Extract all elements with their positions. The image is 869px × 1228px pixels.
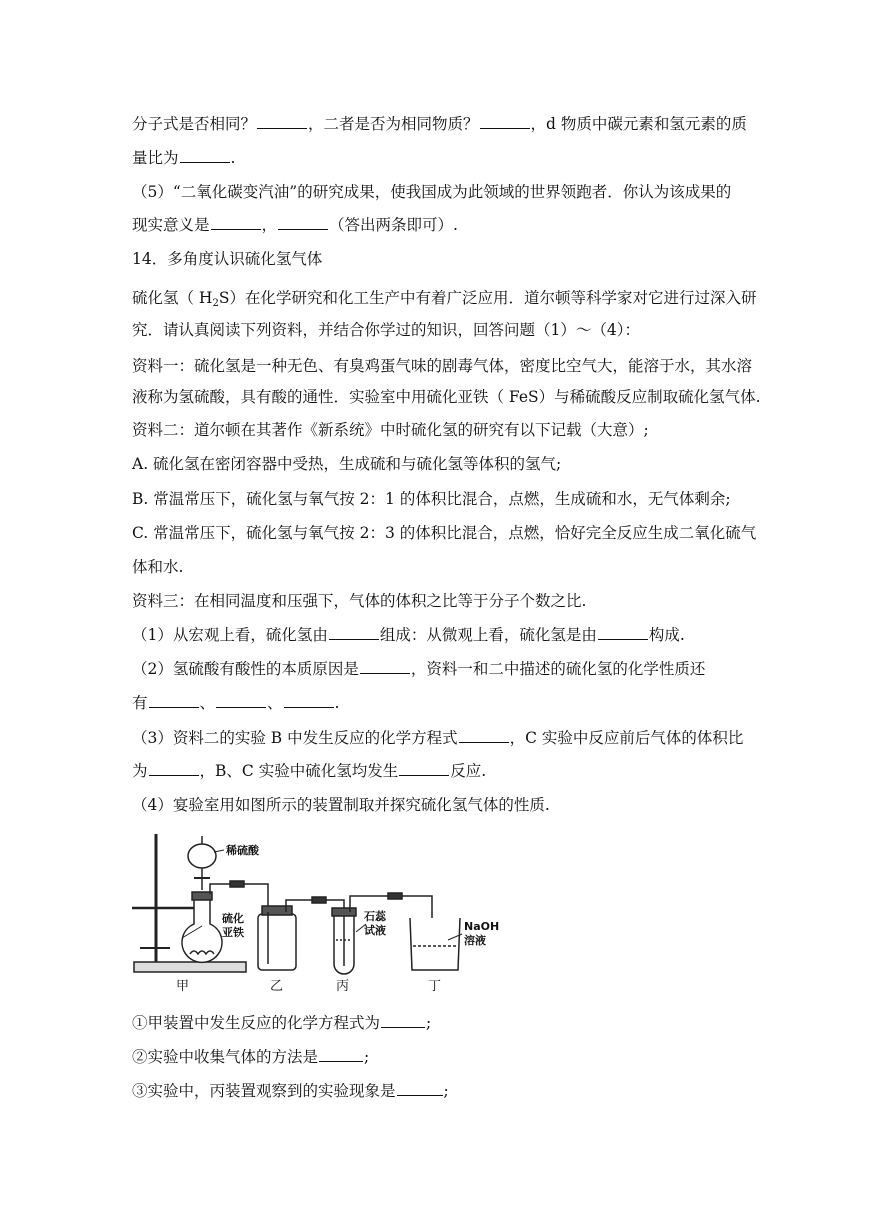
answer-blank[interactable] [284,693,334,708]
text: 量比为 [132,149,179,167]
naoh-label-2: 溶液 [464,934,486,947]
text: 分子式是否相同？ [132,115,257,133]
q14-sub-2 [132,1047,369,1067]
apparatus-diagram [130,828,512,996]
text: 现实意义是 [132,216,210,234]
label-yi: 乙 [270,979,284,994]
q14-question-4: （4）宴验室用如图所示的装置制取并探究硫化氢气体的性质. [132,796,550,814]
text: ，二者是否为相同物质？ [308,115,479,133]
text: （1）从宏观上看，硫化氢由 [132,626,328,644]
answer-blank[interactable] [149,693,199,708]
q13-part5-line-1: （5）“二氧化碳变汽油”的研究成果，使我国成为此领域的世界领跑者．你认为该成果的 [132,183,732,201]
material-2-c-line-2: 体和水. [132,558,184,576]
q13-line-2 [132,148,235,168]
q14-question-3-line-1 [132,728,743,748]
answer-blank[interactable] [329,625,379,640]
q14-sub-1 [132,1013,431,1033]
label-ding: 丁 [428,979,442,994]
naoh-label-1: NaOH [464,920,500,933]
text: 、 [267,694,283,712]
text: ，d 物质中碳元素和氢元素的质 [530,115,747,133]
litmus-label-2: 试液 [364,924,386,937]
q14-sub-3 [132,1081,449,1101]
bottle-stopper [262,906,292,915]
text: ; [443,1082,449,1100]
text: 硫化氢（ H [132,289,213,307]
answer-blank[interactable] [459,728,509,743]
text: ③实验中，丙装置观察到的实验现象是 [132,1082,396,1100]
text: . [230,149,236,167]
text: S）在化学研究和化工生产中有着广泛应用．道尔顿等科学家对它进行过深入研 [218,289,757,307]
answer-blank[interactable] [397,1081,443,1096]
q14-question-3-line-2 [132,761,486,781]
subscript: 2 [212,298,219,309]
text: ，C 实验中反应前后气体的体积比 [509,729,744,747]
text: 有 [132,694,148,712]
rubber-joint-1 [230,881,244,887]
text: （2）氢硫酸有酸性的本质原因是 [132,660,359,678]
q14-intro-line-2: 究．请认真阅读下列资料，并结合你学过的知识，回答问题（1）～（4）： [132,321,640,339]
answer-blank[interactable] [381,1013,425,1028]
text: （3）资料二的实验 B 中发生反应的化学方程式 [132,729,458,747]
text: ②实验中收集气体的方法是 [132,1048,319,1066]
answer-blank[interactable] [149,761,199,776]
flask-stopper [192,892,212,900]
material-2-a: A. 硫化氢在密闭容器中受热，生成硫和与硫化氢等体积的氢气; [132,455,562,473]
text: 构成. [648,626,685,644]
rubber-joint-2 [312,897,326,903]
answer-blank[interactable] [278,215,328,230]
text: . [334,694,340,712]
answer-blank[interactable] [211,215,261,230]
material-1-line-2: 液称为氢硫酸，具有酸的通性．实验室中用硫化亚铁（ FeS）与稀硫酸反应制取硫化氢气体. [132,388,761,406]
apparatus-figure [130,828,512,996]
material-2: 资料二：道尔顿在其著作《新系统》中时硫化氢的研究有以下记载（大意）; [132,421,649,439]
text: ，B、C 实验中硫化氢均发生 [199,762,399,780]
test-tube-stopper [332,908,356,916]
text: 组成：从微观上看，硫化氢是由 [379,626,597,644]
text: ①甲装置中发生反应的化学方程式为 [132,1014,381,1032]
text: 、 [199,694,216,712]
q13-line-1 [132,114,747,134]
material-2-c-line-1: C. 常温常压下，硫化氢与氧气按 2：3 的体积比混合，点燃，恰好完全反应生成二氧化硫气 [132,524,757,542]
litmus-label-1: 石蕊 [364,910,386,923]
ferrous-sulfide-label-1: 硫化 [222,912,244,925]
gas-collecting-bottle [258,914,296,970]
material-1-line-1: 资料一：硫化氢是一种无色、有臭鸡蛋气味的剧毒气体，密度比空气大，能溶于水，其水溶 [132,357,753,375]
answer-blank[interactable] [216,693,266,708]
answer-blank[interactable] [598,625,648,640]
text: ; [426,1014,432,1032]
ferrous-sulfide-label-2: 亚铁 [222,926,244,939]
q14-question-2-line-1 [132,659,705,679]
answer-blank[interactable] [257,114,307,129]
q14-title: 14．多角度认识硫化氢气体 [132,250,323,268]
q13-part5-line-2 [132,215,458,235]
material-3: 资料三：在相同温度和压强下，气体的体积之比等于分子个数之比. [132,592,587,610]
text: 为 [132,762,148,780]
text: （答出两条即可）. [329,216,458,234]
text: ， [261,216,278,234]
label-bing: 丙 [336,979,350,994]
answer-blank[interactable] [399,761,449,776]
stand-base [134,962,246,972]
rubber-joint-3 [388,893,402,899]
label-jia: 甲 [176,979,190,994]
answer-blank[interactable] [480,114,530,129]
dilute-sulfuric-acid-label: 稀硫酸 [226,844,259,857]
delivery-tube-1 [210,884,268,912]
text: ; [364,1048,370,1066]
q14-question-2-line-2 [132,693,339,713]
answer-blank[interactable] [180,148,230,163]
text: 反应. [450,762,487,780]
text: ，资料一和二中描述的硫化氢的化学性质还 [410,660,706,678]
answer-blank[interactable] [319,1047,363,1062]
separatory-funnel [188,844,216,868]
material-2-b: B. 常温常压下，硫化氢与氧气按 2：1 的体积比混合，点燃，生成硫和水，无气体剩余; [132,490,731,508]
beaker [410,918,460,970]
q14-intro-line-1 [132,288,756,314]
answer-blank[interactable] [360,659,410,674]
q14-question-1 [132,625,685,645]
